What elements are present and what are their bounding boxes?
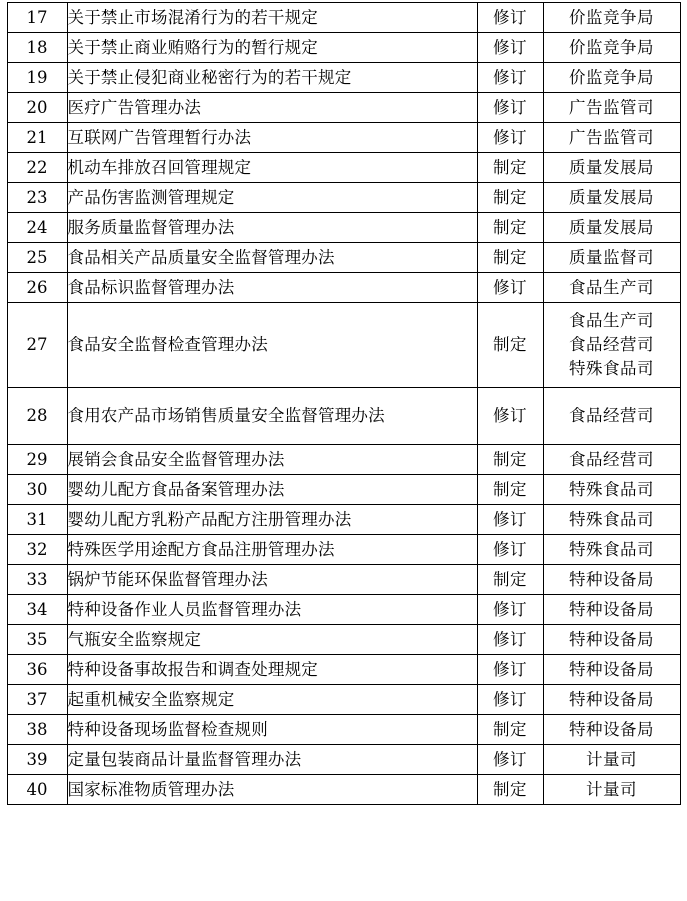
regulation-name: 关于禁止侵犯商业秘密行为的若干规定 <box>67 63 477 93</box>
regulation-name: 食品标识监督管理办法 <box>67 273 477 303</box>
department-line: 质量发展局 <box>569 187 654 207</box>
table-row <box>7 213 680 243</box>
regulation-name: 关于禁止市场混淆行为的若干规定 <box>67 3 477 33</box>
regulation-name: 产品伤害监测管理规定 <box>67 183 477 213</box>
regulation-name: 机动车排放召回管理规定 <box>67 153 477 183</box>
regulation-type: 修订 <box>477 655 543 685</box>
regulation-name: 食品安全监督检查管理办法 <box>67 303 477 388</box>
table-row <box>7 655 680 685</box>
row-number: 31 <box>7 505 67 535</box>
regulation-type: 修订 <box>477 745 543 775</box>
department-line: 价监竞争局 <box>569 7 654 27</box>
regulation-type: 修订 <box>477 63 543 93</box>
department-line: 特种设备局 <box>569 659 654 679</box>
regulation-name: 互联网广告管理暂行办法 <box>67 123 477 153</box>
department-line: 特种设备局 <box>569 569 654 589</box>
regulations-table <box>7 2 681 805</box>
drafting-department <box>543 505 680 535</box>
department-line: 质量监督司 <box>569 247 654 267</box>
drafting-department <box>543 745 680 775</box>
department-line: 食品经营司 <box>569 335 654 355</box>
regulation-type: 修订 <box>477 625 543 655</box>
drafting-department <box>543 93 680 123</box>
regulation-name: 医疗广告管理办法 <box>67 93 477 123</box>
drafting-department <box>543 625 680 655</box>
regulation-name: 定量包装商品计量监督管理办法 <box>67 745 477 775</box>
drafting-department <box>543 685 680 715</box>
regulation-type: 制定 <box>477 183 543 213</box>
row-number: 39 <box>7 745 67 775</box>
department-line: 特殊食品司 <box>569 479 654 499</box>
row-number: 35 <box>7 625 67 655</box>
department-line: 价监竞争局 <box>569 37 654 57</box>
regulation-type: 制定 <box>477 565 543 595</box>
department-line: 广告监管司 <box>569 97 654 117</box>
drafting-department <box>543 183 680 213</box>
row-number: 29 <box>7 445 67 475</box>
regulation-type: 制定 <box>477 715 543 745</box>
regulation-name: 起重机械安全监察规定 <box>67 685 477 715</box>
drafting-department <box>543 33 680 63</box>
drafting-department <box>543 595 680 625</box>
regulation-name: 气瓶安全监察规定 <box>67 625 477 655</box>
regulation-type: 修订 <box>477 595 543 625</box>
table-row <box>7 625 680 655</box>
regulation-type: 制定 <box>477 475 543 505</box>
regulation-name: 服务质量监督管理办法 <box>67 213 477 243</box>
regulation-type: 修订 <box>477 535 543 565</box>
regulation-type: 制定 <box>477 303 543 388</box>
table-row <box>7 505 680 535</box>
department-line: 特殊食品司 <box>569 539 654 559</box>
department-line: 食品生产司 <box>569 311 654 331</box>
table-row <box>7 475 680 505</box>
regulation-type: 修订 <box>477 685 543 715</box>
table-row <box>7 3 680 33</box>
table-row <box>7 388 680 445</box>
regulation-type: 制定 <box>477 243 543 273</box>
table-row <box>7 445 680 475</box>
table-row <box>7 745 680 775</box>
department-line: 价监竞争局 <box>569 67 654 87</box>
department-line: 食品生产司 <box>569 277 654 297</box>
table-row <box>7 273 680 303</box>
regulation-type: 修订 <box>477 123 543 153</box>
row-number: 37 <box>7 685 67 715</box>
drafting-department <box>543 273 680 303</box>
row-number: 20 <box>7 93 67 123</box>
department-line: 特种设备局 <box>569 689 654 709</box>
row-number: 22 <box>7 153 67 183</box>
table-row <box>7 565 680 595</box>
department-line: 广告监管司 <box>569 127 654 147</box>
table-body <box>7 3 680 805</box>
drafting-department <box>543 535 680 565</box>
regulation-name: 婴幼儿配方乳粉产品配方注册管理办法 <box>67 505 477 535</box>
regulation-name: 特殊医学用途配方食品注册管理办法 <box>67 535 477 565</box>
row-number: 36 <box>7 655 67 685</box>
table-row <box>7 123 680 153</box>
department-line: 质量发展局 <box>569 157 654 177</box>
regulation-name: 食用农产品市场销售质量安全监督管理办法 <box>67 388 477 445</box>
table-row <box>7 63 680 93</box>
table-row <box>7 535 680 565</box>
row-number: 40 <box>7 775 67 805</box>
table-row <box>7 685 680 715</box>
department-line: 食品经营司 <box>569 449 654 469</box>
table-row <box>7 93 680 123</box>
department-line: 特种设备局 <box>569 599 654 619</box>
regulation-name: 关于禁止商业贿赂行为的暂行规定 <box>67 33 477 63</box>
table-row <box>7 303 680 388</box>
row-number: 33 <box>7 565 67 595</box>
drafting-department <box>543 775 680 805</box>
row-number: 27 <box>7 303 67 388</box>
regulation-name: 国家标准物质管理办法 <box>67 775 477 805</box>
drafting-department <box>543 153 680 183</box>
drafting-department <box>543 303 680 388</box>
table-row <box>7 715 680 745</box>
drafting-department <box>543 715 680 745</box>
regulation-type: 修订 <box>477 3 543 33</box>
drafting-department <box>543 475 680 505</box>
regulation-name: 锅炉节能环保监督管理办法 <box>67 565 477 595</box>
drafting-department <box>543 243 680 273</box>
table-row <box>7 243 680 273</box>
regulation-type: 修订 <box>477 273 543 303</box>
row-number: 18 <box>7 33 67 63</box>
row-number: 24 <box>7 213 67 243</box>
document-page <box>0 2 687 901</box>
row-number: 30 <box>7 475 67 505</box>
row-number: 28 <box>7 388 67 445</box>
drafting-department <box>543 445 680 475</box>
regulation-name: 婴幼儿配方食品备案管理办法 <box>67 475 477 505</box>
row-number: 23 <box>7 183 67 213</box>
regulation-type: 制定 <box>477 213 543 243</box>
department-line: 计量司 <box>586 779 637 799</box>
row-number: 38 <box>7 715 67 745</box>
table-row <box>7 153 680 183</box>
regulation-name: 展销会食品安全监督管理办法 <box>67 445 477 475</box>
department-line: 计量司 <box>586 749 637 769</box>
row-number: 34 <box>7 595 67 625</box>
drafting-department <box>543 655 680 685</box>
drafting-department <box>543 3 680 33</box>
department-line: 食品经营司 <box>569 406 654 426</box>
regulation-name: 特种设备现场监督检查规则 <box>67 715 477 745</box>
regulation-type: 修订 <box>477 388 543 445</box>
regulation-type: 制定 <box>477 153 543 183</box>
regulation-name: 特种设备作业人员监督管理办法 <box>67 595 477 625</box>
regulation-type: 修订 <box>477 33 543 63</box>
department-line: 特殊食品司 <box>569 358 654 378</box>
regulation-name: 特种设备事故报告和调查处理规定 <box>67 655 477 685</box>
table-row <box>7 595 680 625</box>
department-line: 质量发展局 <box>569 217 654 237</box>
regulation-type: 修订 <box>477 505 543 535</box>
row-number: 17 <box>7 3 67 33</box>
row-number: 25 <box>7 243 67 273</box>
drafting-department <box>543 565 680 595</box>
row-number: 21 <box>7 123 67 153</box>
drafting-department <box>543 388 680 445</box>
regulation-type: 修订 <box>477 93 543 123</box>
regulation-type: 制定 <box>477 775 543 805</box>
row-number: 19 <box>7 63 67 93</box>
regulation-type: 制定 <box>477 445 543 475</box>
table-row <box>7 33 680 63</box>
department-line: 特种设备局 <box>569 629 654 649</box>
row-number: 26 <box>7 273 67 303</box>
regulation-name: 食品相关产品质量安全监督管理办法 <box>67 243 477 273</box>
row-number: 32 <box>7 535 67 565</box>
drafting-department <box>543 213 680 243</box>
drafting-department <box>543 123 680 153</box>
table-row <box>7 183 680 213</box>
department-line: 特种设备局 <box>569 719 654 739</box>
table-row <box>7 775 680 805</box>
department-line: 特殊食品司 <box>569 509 654 529</box>
drafting-department <box>543 63 680 93</box>
